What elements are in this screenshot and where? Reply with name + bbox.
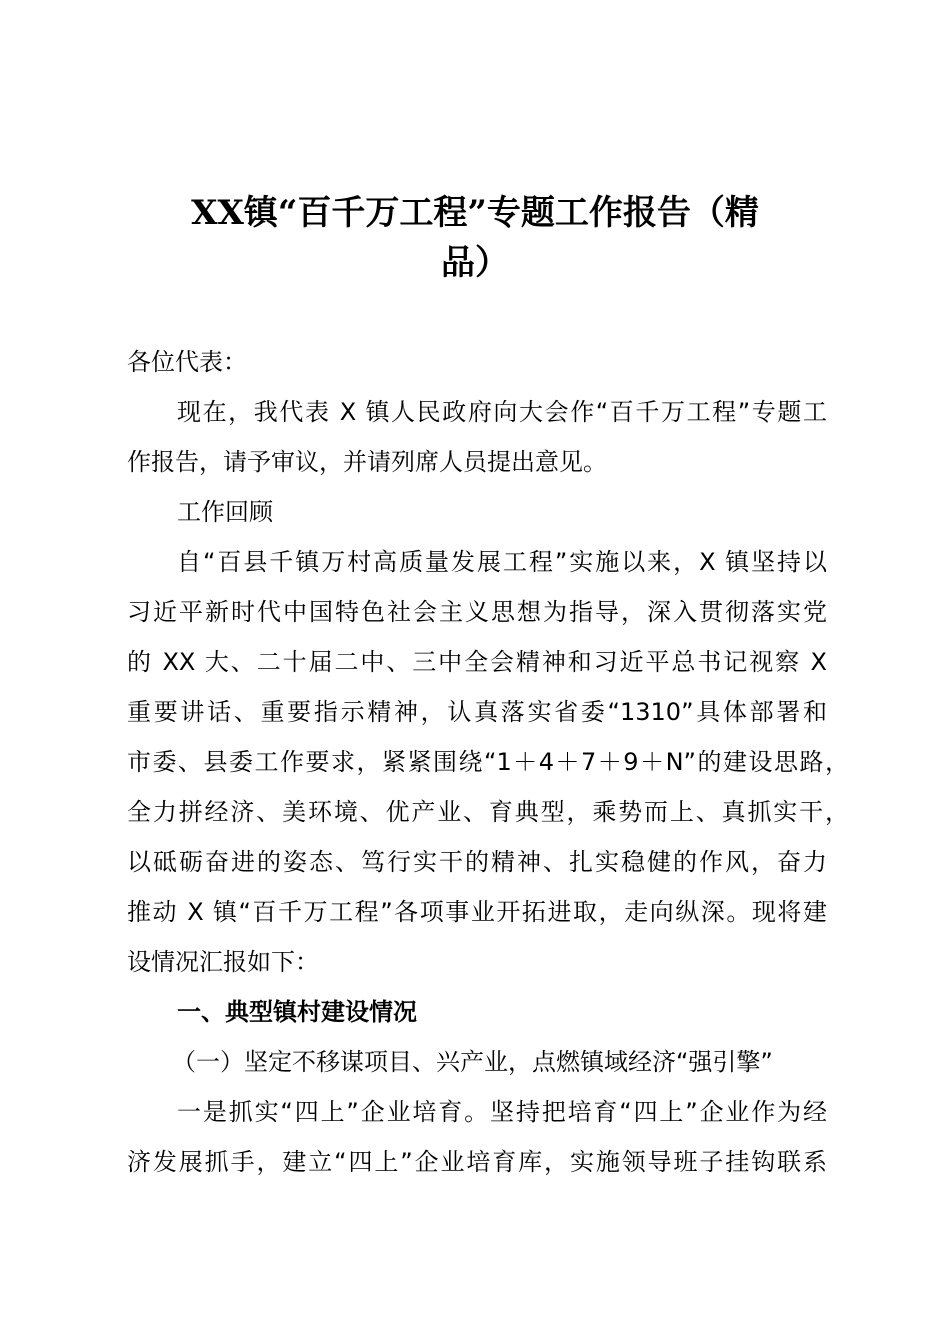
subsection-heading: （一）坚定不移谋项目、兴产业，点燃镇域经济“强引擎” (172, 1048, 773, 1076)
intro-line: 现在，我代表 X 镇人民政府向大会作“百千万工程”专题工 (177, 398, 827, 426)
review-line: 重要讲话、重要指示精神，认真落实省委“1310”具体部署和 (127, 698, 827, 726)
intro-line: 作报告，请予审议，并请列席人员提出意见。 (127, 448, 607, 476)
review-line: 推动 X 镇“百千万工程”各项事业开拓进取，走向纵深。现将建 (127, 898, 827, 926)
document-title-line-2: 品） (441, 243, 509, 283)
review-line: 全力拼经济、美环境、优产业、育典型，乘势而上、真抓实干， (127, 798, 849, 826)
section-heading: 一、典型镇村建设情况 (177, 998, 417, 1026)
review-heading: 工作回顾 (177, 498, 273, 526)
point-line: 济发展抓手，建立“四上”企业培育库，实施领导班子挂钩联系 (127, 1148, 827, 1176)
review-line: 以砥砺奋进的姿态、笃行实干的精神、扎实稳健的作风，奋力 (127, 848, 827, 876)
review-line: 市委、县委工作要求，紧紧围绕“1＋4＋7＋9＋N”的建设思路， (127, 748, 849, 776)
point-line: 一是抓实“四上”企业培育。坚持把培育“四上”企业作为经 (177, 1098, 827, 1126)
review-line: 习近平新时代中国特色社会主义思想为指导，深入贯彻落实党 (127, 598, 827, 626)
document-title-line-1: XX镇“百千万工程”专题工作报告（精 (191, 193, 759, 233)
review-line: 自“百县千镇万村高质量发展工程”实施以来，X 镇坚持以 (177, 548, 827, 576)
review-line: 设情况汇报如下： (127, 948, 319, 976)
salutation: 各位代表： (127, 348, 247, 376)
review-line: 的 XX 大、二十届二中、三中全会精神和习近平总书记视察 X (127, 648, 827, 676)
